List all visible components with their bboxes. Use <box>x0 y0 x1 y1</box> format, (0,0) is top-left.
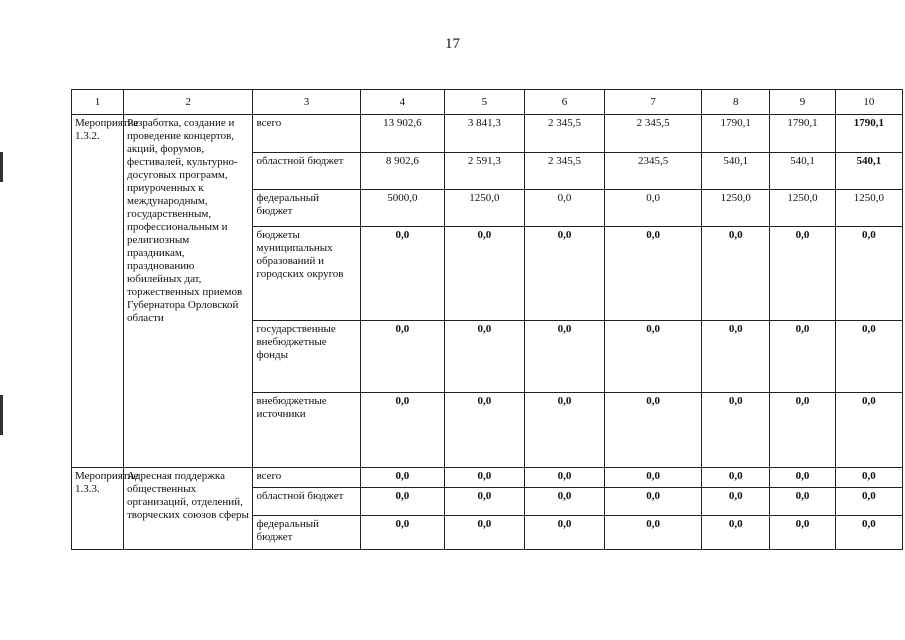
value-cell: 0,0 <box>524 190 605 227</box>
value-cell: 1250,0 <box>702 190 770 227</box>
funding-source-cell: бюджеты муниципальных образований и городских округов <box>253 227 360 321</box>
header-cell: 5 <box>445 90 525 115</box>
value-cell: 1250,0 <box>835 190 902 227</box>
value-cell: 0,0 <box>770 393 835 468</box>
funding-source-cell: государственные внебюджетные фонды <box>253 321 360 393</box>
header-row <box>72 90 903 115</box>
funding-source-cell: федеральный бюджет <box>253 190 360 227</box>
value-cell: 0,0 <box>770 227 835 321</box>
event-id-cell: Мероприятие 1.3.2. <box>72 115 124 468</box>
value-cell: 2345,5 <box>605 153 702 190</box>
value-cell: 1790,1 <box>835 115 902 153</box>
event-description-cell: Разработка, создание и проведение концертов, акций, форумов, фестивалей, культурно-досуговых программ, приуроченных к международным, государственным, профессиональным и религиозным праздникам, празднованию юбилейных дат, торжественных приемов Губернатора Орловской области <box>124 115 253 468</box>
header-cell: 7 <box>605 90 702 115</box>
funding-source-cell: всего <box>253 468 360 488</box>
value-cell: 0,0 <box>445 468 525 488</box>
value-cell: 540,1 <box>835 153 902 190</box>
value-cell: 0,0 <box>445 488 525 516</box>
header-cell: 2 <box>124 90 253 115</box>
value-cell: 0,0 <box>702 393 770 468</box>
funding-source-cell: областной бюджет <box>253 153 360 190</box>
page-number: 17 <box>445 36 460 52</box>
value-cell: 0,0 <box>770 321 835 393</box>
value-cell: 2 345,5 <box>605 115 702 153</box>
value-cell: 0,0 <box>702 516 770 550</box>
value-cell: 0,0 <box>770 488 835 516</box>
value-cell: 0,0 <box>524 488 605 516</box>
value-cell: 1250,0 <box>445 190 525 227</box>
value-cell: 0,0 <box>445 516 525 550</box>
value-cell: 0,0 <box>605 488 702 516</box>
funding-table <box>71 89 903 550</box>
value-cell: 0,0 <box>835 516 902 550</box>
value-cell: 2 591,3 <box>445 153 525 190</box>
event-id-cell: Мероприятие 1.3.3. <box>72 468 124 550</box>
header-cell: 4 <box>360 90 445 115</box>
value-cell: 0,0 <box>605 190 702 227</box>
funding-source-cell: областной бюджет <box>253 488 360 516</box>
table-row <box>72 468 903 488</box>
value-cell: 0,0 <box>605 516 702 550</box>
funding-source-cell: всего <box>253 115 360 153</box>
value-cell: 540,1 <box>702 153 770 190</box>
value-cell: 0,0 <box>524 468 605 488</box>
value-cell: 0,0 <box>605 321 702 393</box>
scan-margin-mark-bottom <box>0 395 3 435</box>
value-cell: 0,0 <box>835 227 902 321</box>
value-cell: 0,0 <box>360 321 445 393</box>
header-cell: 3 <box>253 90 360 115</box>
value-cell: 0,0 <box>360 468 445 488</box>
value-cell: 0,0 <box>835 393 902 468</box>
value-cell: 0,0 <box>445 393 525 468</box>
value-cell: 8 902,6 <box>360 153 445 190</box>
value-cell: 1790,1 <box>770 115 835 153</box>
value-cell: 3 841,3 <box>445 115 525 153</box>
value-cell: 0,0 <box>445 227 525 321</box>
value-cell: 0,0 <box>605 227 702 321</box>
value-cell: 0,0 <box>702 321 770 393</box>
value-cell: 0,0 <box>360 488 445 516</box>
value-cell: 0,0 <box>835 488 902 516</box>
value-cell: 0,0 <box>360 516 445 550</box>
value-cell: 0,0 <box>835 321 902 393</box>
value-cell: 0,0 <box>770 468 835 488</box>
value-cell: 1790,1 <box>702 115 770 153</box>
value-cell: 0,0 <box>360 393 445 468</box>
value-cell: 0,0 <box>835 468 902 488</box>
value-cell: 540,1 <box>770 153 835 190</box>
funding-source-cell: федеральный бюджет <box>253 516 360 550</box>
value-cell: 0,0 <box>770 516 835 550</box>
value-cell: 0,0 <box>605 468 702 488</box>
header-cell: 1 <box>72 90 124 115</box>
value-cell: 0,0 <box>445 321 525 393</box>
value-cell: 0,0 <box>605 393 702 468</box>
value-cell: 0,0 <box>524 516 605 550</box>
value-cell: 5000,0 <box>360 190 445 227</box>
value-cell: 1250,0 <box>770 190 835 227</box>
event-description-cell: Адресная поддержка общественных организаций, отделений, творческих союзов сферы <box>124 468 253 550</box>
scan-margin-mark-top <box>0 152 3 182</box>
funding-source-cell: внебюджетные источники <box>253 393 360 468</box>
value-cell: 2 345,5 <box>524 153 605 190</box>
value-cell: 0,0 <box>524 393 605 468</box>
value-cell: 0,0 <box>702 227 770 321</box>
value-cell: 0,0 <box>524 227 605 321</box>
value-cell: 0,0 <box>360 227 445 321</box>
header-cell: 8 <box>702 90 770 115</box>
header-cell: 6 <box>524 90 605 115</box>
value-cell: 0,0 <box>702 468 770 488</box>
header-cell: 9 <box>770 90 835 115</box>
table-row <box>72 115 903 153</box>
header-cell: 10 <box>835 90 902 115</box>
value-cell: 2 345,5 <box>524 115 605 153</box>
value-cell: 13 902,6 <box>360 115 445 153</box>
value-cell: 0,0 <box>702 488 770 516</box>
value-cell: 0,0 <box>524 321 605 393</box>
